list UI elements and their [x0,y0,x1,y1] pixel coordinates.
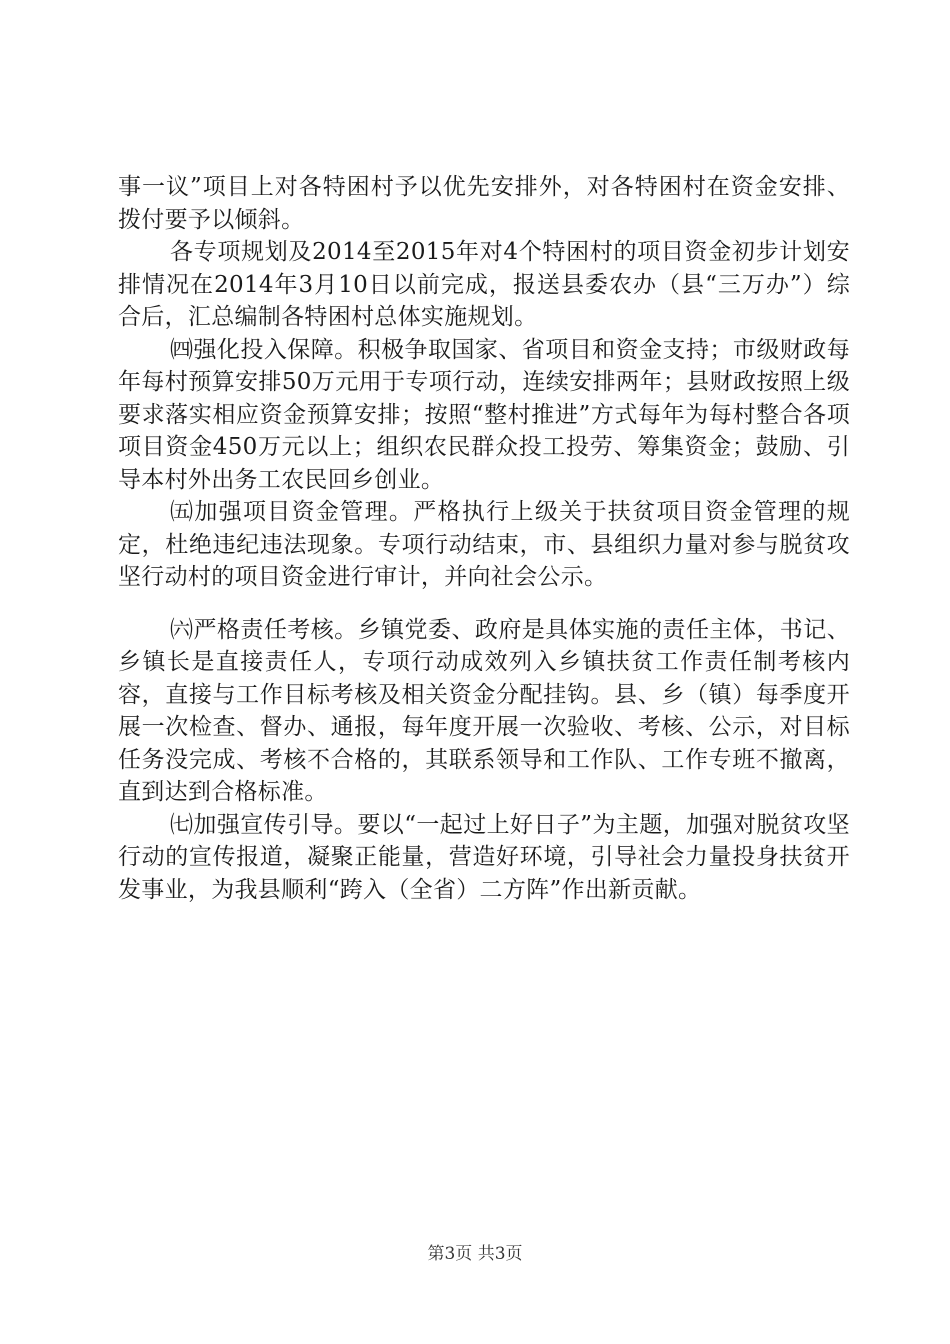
document-body [118,171,850,906]
paragraph-fund-management: ㈤加强项目资金管理。严格执行上级关于扶贫项目资金管理的规定，杜绝违纪违法现象。专项行动结束，市、县组织力量对参与脱贫攻坚行动村的项目资金进行审计，并向社会公示。 [118,499,850,590]
paragraph-investment-guarantee: ㈣强化投入保障。积极争取国家、省项目和资金支持；市级财政每年每村预算安排50万元用于专项行动，连续安排两年；县财政按照上级要求落实相应资金预算安排；按照“整村推进”方式每年为每村整合各项项目资金450万元以上；组织农民群众投工投劳、筹集资金；鼓励、引导本村外出务工农民回乡创业。 [118,336,850,493]
page-footer: 第3页 共3页 [427,1244,523,1264]
paragraph-publicity-guidance: ㈦加强宣传引导。要以“一起过上好日子”为主题，加强对脱贫攻坚行动的宣传报道，凝聚正能量，营造好环境，引导社会力量投身扶贫开发事业，为我县顺利“跨入（全省）二方阵”作出新贡献。 [118,811,850,903]
paragraph-planning-schedule: 各专项规划及2014至2015年对4个特困村的项目资金初步计划安排情况在2014年3月10日以前完成，报送县委农办（县“三万办”）综合后，汇总编制各特困村总体实施规划。 [118,239,850,330]
paragraph-responsibility-assessment: ㈥严格责任考核。乡镇党委、政府是具体实施的责任主体，书记、乡镇长是直接责任人，专项行动成效列入乡镇扶贫工作责任制考核内容，直接与工作目标考核及相关资金分配挂钩。县、乡（镇）每季度开展一次检查、督办、通报，每年度开展一次验收、考核、公示，对目标任务没完成、考核不合格的，其联系领导和工作队、工作专班不撤离，直到达到合格标准。 [118,616,850,805]
paragraph-continuation: 事一议”项目上对各特困村予以优先安排外，对各特困村在资金安排、拨付要予以倾斜。 [118,174,850,233]
paragraph-gap [118,594,850,614]
